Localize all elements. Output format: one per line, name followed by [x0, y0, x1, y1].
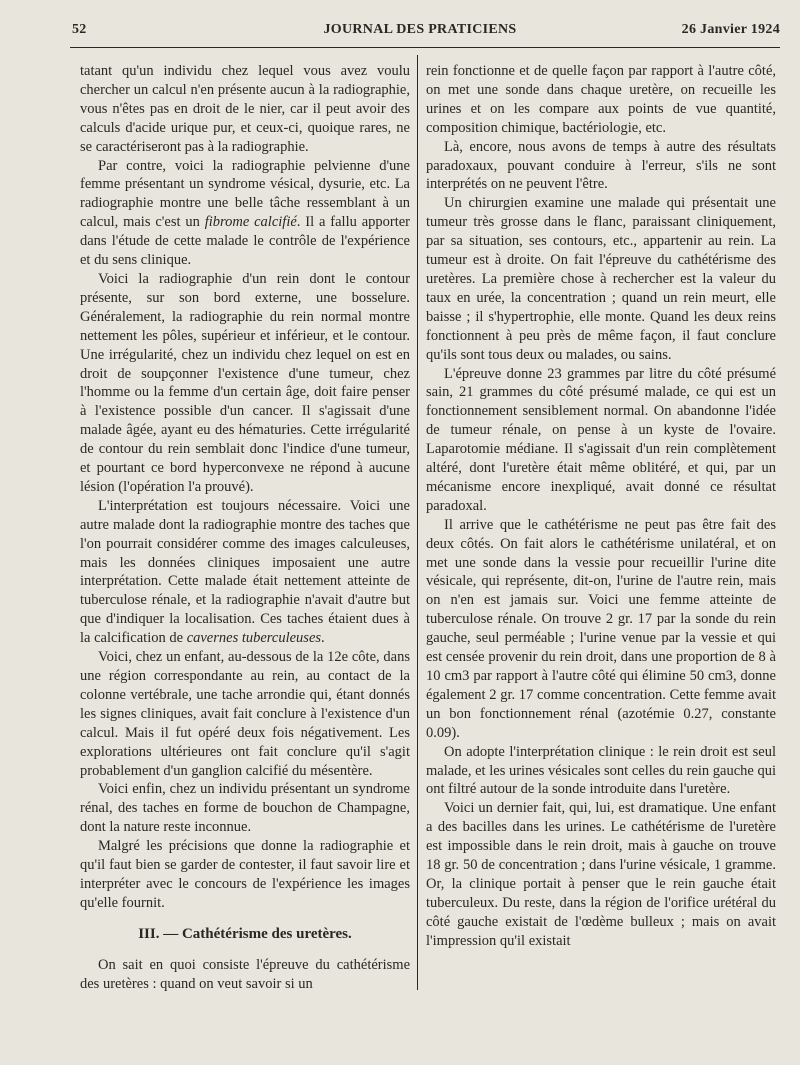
- section-heading: III. — Cathétérisme des uretères.: [138, 925, 352, 942]
- left-column: [80, 62, 410, 994]
- paragraph: On sait en quoi consiste l'épreuve du cathétérisme des uretères : quand on veut savoir si un: [80, 956, 410, 992]
- emphasis: cavernes tuberculeuses: [186, 630, 322, 647]
- paragraph: L'interprétation est toujours nécessaire. Voici une autre malade dont la radiographie montre des taches que l'on pourrait considérer comme des images calculeuses, mais les données cliniques imposaient une autre interprétation. Cette malade était nettement atteinte de tuberculose rénale, et la radiographie n'avait d'autre but que d'indiquer la localisation. Ces taches étaient dues à la calcification de cavernes tuberculeuses.: [80, 497, 410, 647]
- column-divider: [417, 55, 418, 990]
- paragraph: Il arrive que le cathétérisme ne peut pas être fait des deux côtés. On fait alors le cathétérisme unilatéral, et on met une sonde dans la vessie pour recueillir l'urine dite vésicale, qui représente, dit-on, l'urine de l'autre rein, mais on n'en est jamais sur. Voici une femme atteinte de tuberculose rénale. On trouve 2 gr. 17 par la sonde du rein gauche, seul perméable ; l'urine venue par la vessie et qui est censée provenir du rein droit, dans une proportion de 8 à 10 cm3 par rapport à l'autre côté qui élimine 50 cm3, donne également 2 gr. 17 comme concentration. Cette femme avait un bon fonctionnement rénal (azotémie 0.27, constante 0.09).: [426, 516, 776, 741]
- page-number: 52: [72, 22, 87, 37]
- paragraph: Voici enfin, chez un individu présentant un syndrome rénal, des taches en forme de bouchon de Champagne, dont la nature reste inconnue.: [80, 781, 410, 836]
- paragraph: Voici la radiographie d'un rein dont le contour présente, sur son bord externe, une bosselure. Généralement, la radiographie du rein normal montre nettement les pôles, supérieur et inférieur, et le contour. Une irrégularité, chez un individu chez lequel on est en droit de soupçonner l'existence d'une tumeur, chez l'homme ou la femme d'un certain âge, doit faire penser à l'existence possible d'un cancer. Il s'agissait d'une malade âgée, ayant eu des hématuries. Cette irrégularité de contour du rein semblait donc l'indice d'une tumeur, et pourtant ce bord hyperconvexe ne répond à aucune lésion (l'opération l'a prouvé).: [80, 270, 410, 495]
- paragraph: L'épreuve donne 23 grammes par litre du côté présumé sain, 21 grammes du côté présumé malade, ce qui est un fonctionnement sensiblement normal. On abandonne l'idée de tumeur rénale, on pense à un kyste de l'ovaire. Laparotomie médiane. Il s'agissait d'un rein complètement altéré, dont l'uretère était même oblitéré, et qui, par un mécanisme encore inexpliqué, avait donné ce résultat paradoxal.: [426, 365, 776, 514]
- issue-date: 26 Janvier 1924: [681, 22, 780, 37]
- paragraph: rein fonctionne et de quelle façon par rapport à l'autre côté, on met une sonde dans chaque uretère, on recueille les urines et on les compare aux points de vue quantité, composition chimique, bactériologie, etc.: [426, 63, 776, 136]
- page-header: [60, 22, 780, 44]
- right-column: [426, 62, 776, 951]
- journal-title: JOURNAL DES PRATICIENS: [323, 22, 517, 37]
- paragraph: Par contre, voici la radiographie pelvienne d'une femme présentant un syndrome vésical, dysurie, etc. La radiographie montre une belle tâche ressemblant à un calcul, mais c'est un fibrome calcifié. Il a fallu apporter dans l'étude de cette malade le contrôle de l'expérience et du sens clinique.: [80, 157, 411, 269]
- paragraph: Voici un dernier fait, qui, lui, est dramatique. Une enfant a des bacilles dans les urines. Le cathétérisme de l'uretère est impossible dans le rein droit, mais à gauche on trouve 18 gr. 50 de concentration ; dans l'urine vésicale, 1 gramme. Or, la clinique portait à penser que le rein gauche était tuberculeux. Du reste, dans la région de l'orifice urétéral du côté gauche existait de l'œdème bulleux ; mais on avait l'impression qu'il existait: [426, 800, 776, 949]
- header-rule: [70, 47, 780, 48]
- paragraph: tatant qu'un individu chez lequel vous avez voulu chercher un calcul n'en présente aucun à la radiographie, vous n'êtes pas en droit de le nier, car il peut avoir des calculs d'acide urique pur, et ceux-ci, quoique rares, ne se caractériseront pas à la radiographie.: [80, 63, 410, 155]
- emphasis: fibrome calcifié: [204, 214, 297, 231]
- paragraph: Là, encore, nous avons de temps à autre des résultats paradoxaux, pouvant conduire à l'erreur, s'ils ne sont interprétés on ne peuvent l'être.: [426, 138, 776, 193]
- paragraph: On adopte l'interprétation clinique : le rein droit est seul malade, et les urines vésicales sont celles du rein gauche qui ont filtré autour de la sonde introduite dans l'uretère.: [426, 743, 776, 798]
- paragraph: Malgré les précisions que donne la radiographie et qu'il faut bien se garder de contester, il faut savoir lire et interpréter avec le concours de l'expérience les images qu'elle fournit.: [80, 838, 410, 911]
- paragraph: Un chirurgien examine une malade qui présentait une tumeur très grosse dans le flanc, paraissant cliniquement, par sa situation, ses contours, etc., appartenir au rein. La tumeur est à droite. On fait l'épreuve du cathétérisme des uretères. La première chose à rechercher est la valeur du taux en urée, la concentration ; quand un rein meurt, elle baisse ; il s'hypertrophie, elle monte. Quand les deux reins fonctionnent à peu près de même façon, il faut conclure qu'ils sont tous deux ou malades, ou sains.: [426, 195, 776, 363]
- paragraph: Voici, chez un enfant, au-dessous de la 12e côte, dans une région correspondante au rein, au contact de la colonne vertébrale, une tache arrondie qui, étant donnés les signes cliniques, avait fait conclure à l'existence d'un calcul. Mais il fut opéré deux fois négativement. Les explorations ultérieures ont fait conclure qu'il s'agit probablement d'un ganglion calcifié du mésentère.: [80, 649, 410, 779]
